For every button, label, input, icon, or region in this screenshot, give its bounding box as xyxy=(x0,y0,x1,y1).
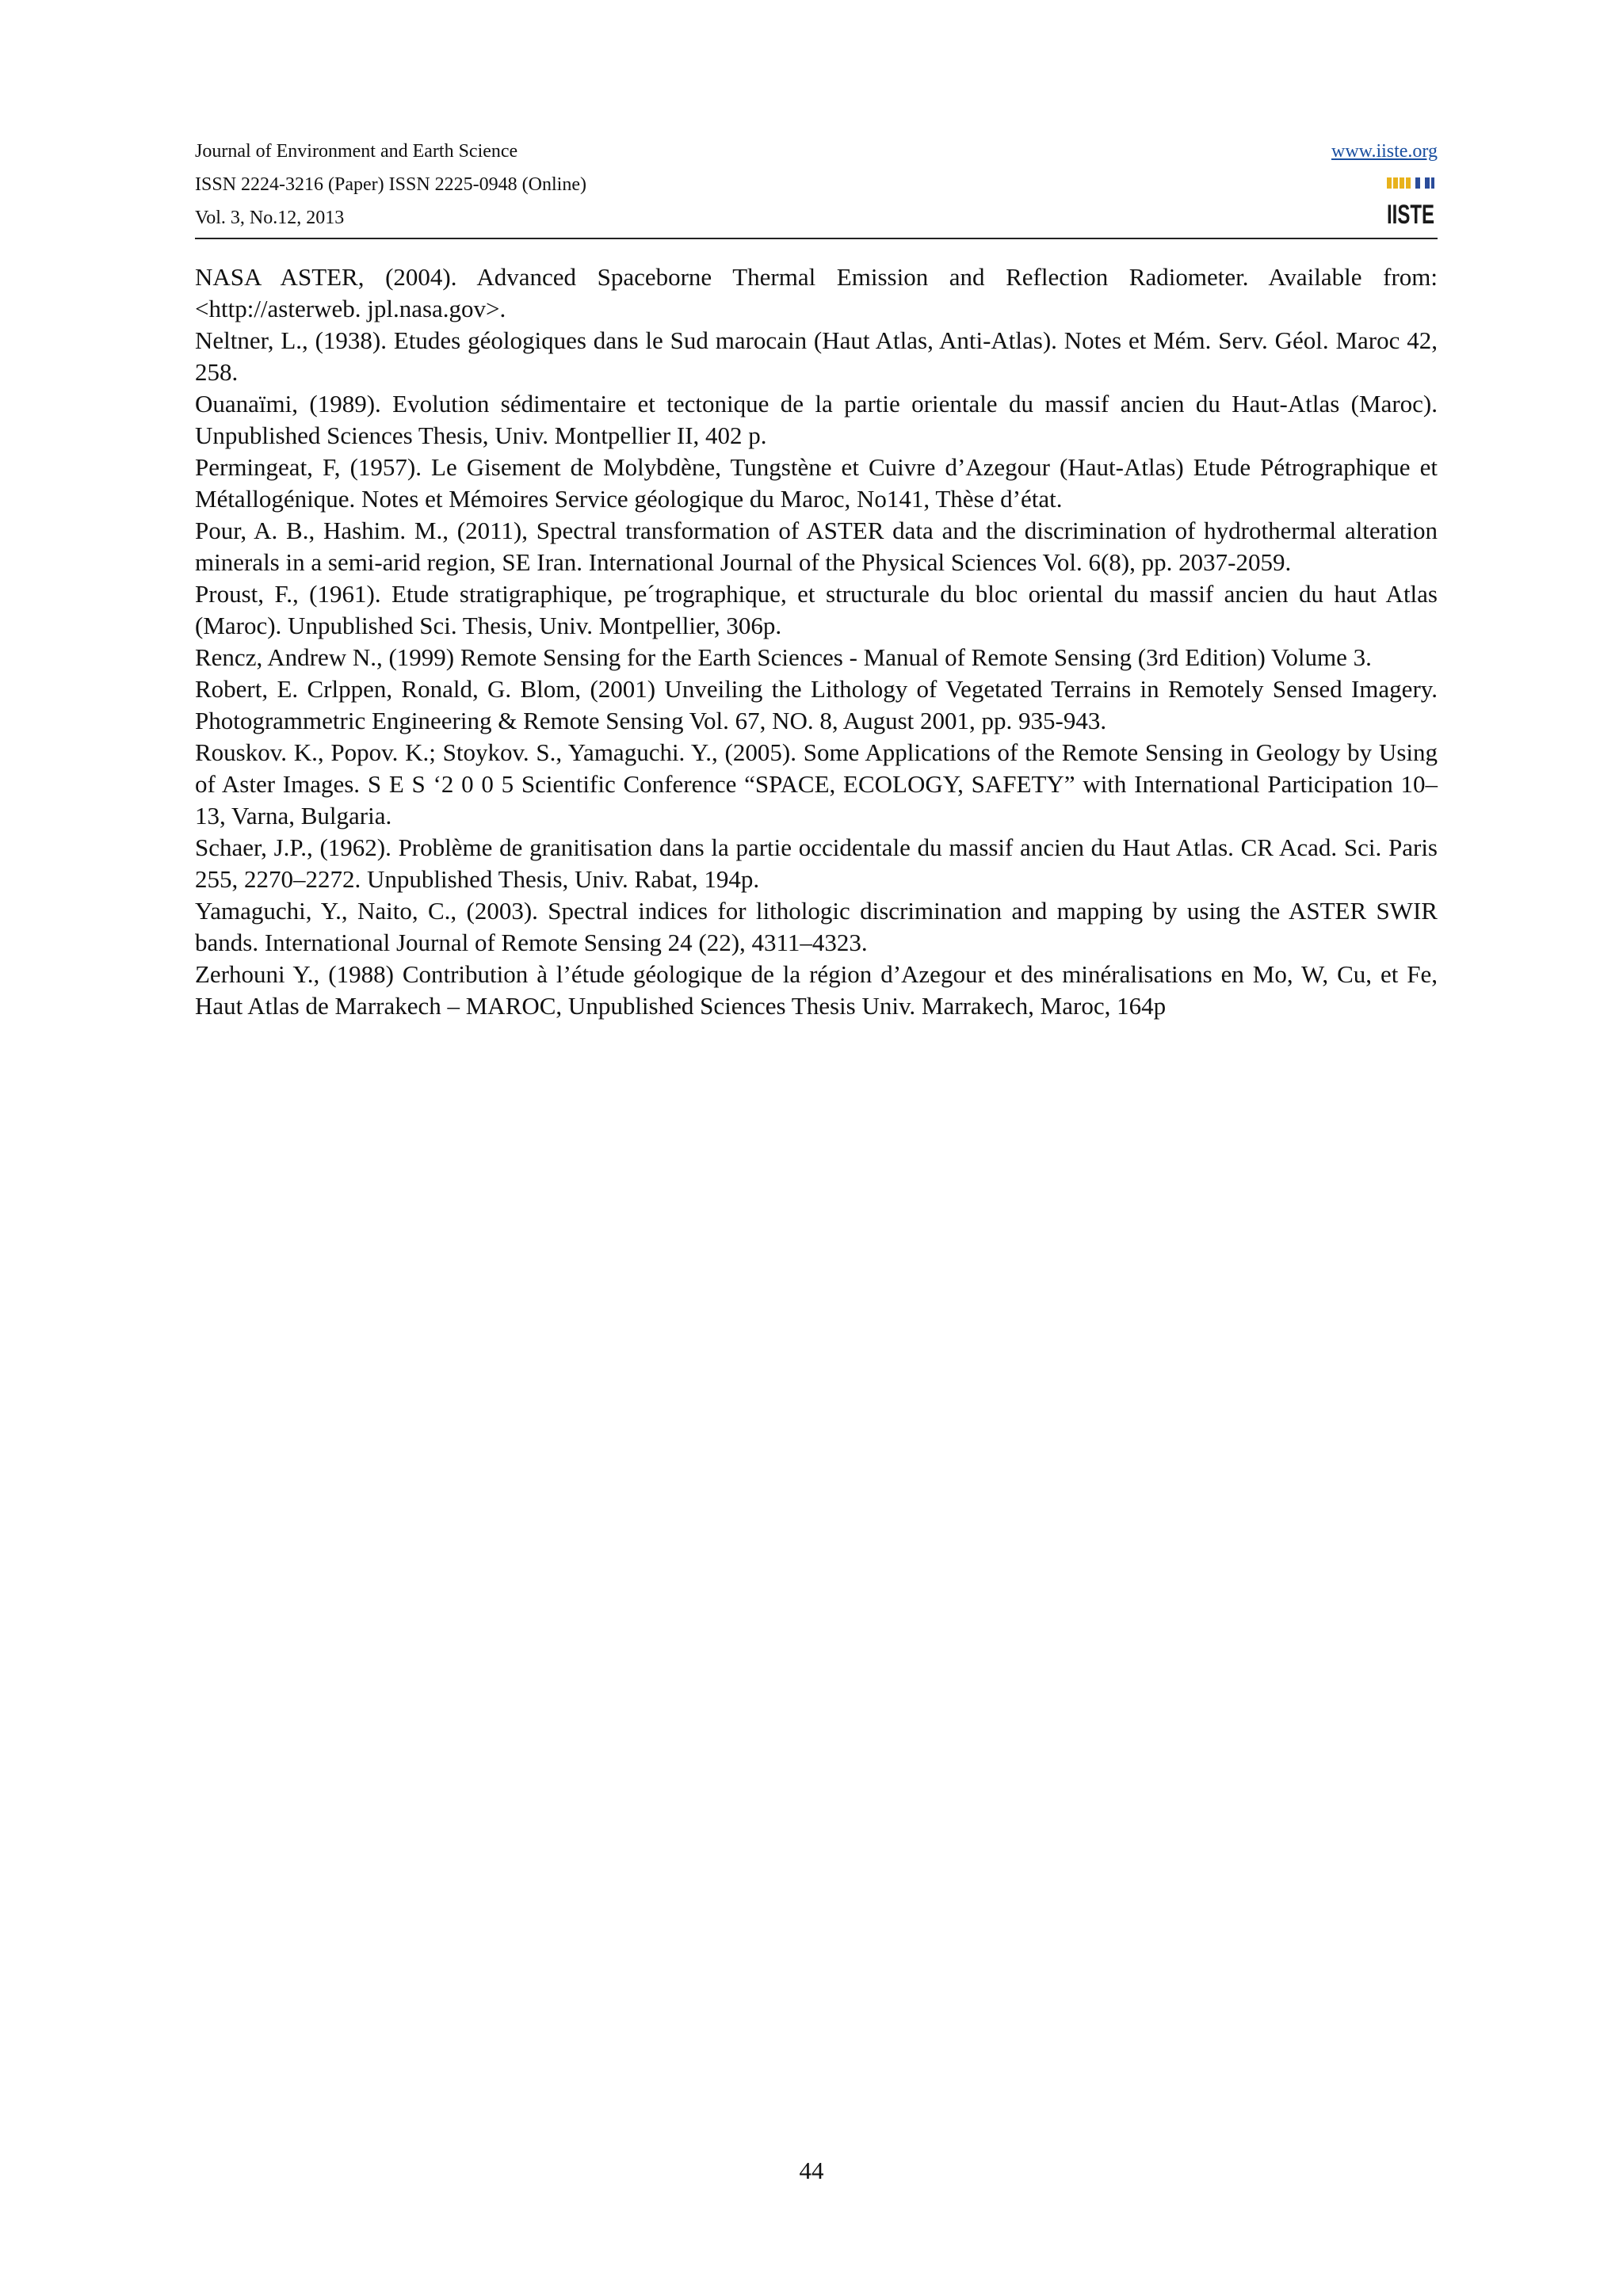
reference-entry: Permingeat, F, (1957). Le Gisement de Molybdène, Tungstène et Cuivre d’Azegour (Haut-Atlas) Etude Pétrographique et Métallogénique. Notes et Mémoires Service géologique du Maroc, No141, Thèse d’état. xyxy=(195,453,1438,513)
journal-name: Journal of Environment and Earth Science xyxy=(195,141,518,162)
reference-entry: Robert, E. Crlppen, Ronald, G. Blom, (2001) Unveiling the Lithology of Vegetated Terrains in Remotely Sensed Imagery. Photogrammetric Engineering & Remote Sensing Vol. 67, NO. 8, August 2001, pp. 935-943. xyxy=(195,675,1438,734)
reference-entry: Yamaguchi, Y., Naito, C., (2003). Spectral indices for lithologic discrimination and mapping by using the ASTER SWIR bands. International Journal of Remote Sensing 24 (22), 4311–4323. xyxy=(195,897,1438,956)
reference-list xyxy=(195,261,1438,1022)
page-number: 44 xyxy=(799,2157,824,2184)
journal-website-link[interactable]: www.iiste.org xyxy=(1331,141,1438,162)
reference-entry: Ouanaïmi, (1989). Evolution sédimentaire et tectonique de la partie orientale du massif ancien du Haut-Atlas (Maroc). Unpublished Sciences Thesis, Univ. Montpellier II, 402 p. xyxy=(195,390,1438,449)
reference-entry: NASA ASTER, (2004). Advanced Spaceborne Thermal Emission and Reflection Radiometer. Available from: <http://asterweb. jpl.nasa.gov>. xyxy=(195,263,1438,322)
reference-entry: Schaer, J.P., (1962). Problème de granitisation dans la partie occidentale du massif ancien du Haut Atlas. CR Acad. Sci. Paris 255, 2270–2272. Unpublished Thesis, Univ. Rabat, 194p. xyxy=(195,833,1438,893)
reference-entry: Proust, F., (1961). Etude stratigraphique, pe´trographique, et structurale du bloc oriental du massif ancien du haut Atlas (Maroc). Unpublished Sci. Thesis, Univ. Montpellier, 306p. xyxy=(195,580,1438,639)
reference-entry: Zerhouni Y., (1988) Contribution à l’étude géologique de la région d’Azegour et des minéralisations en Mo, W, Cu, et Fe, Haut Atlas de Marrakech – MAROC, Unpublished Sciences Thesis Univ. Marrakech, Maroc, 164p xyxy=(195,960,1438,1020)
running-header xyxy=(195,135,1438,239)
reference-entry: Neltner, L., (1938). Etudes géologiques dans le Sud marocain (Haut Atlas, Anti-Atlas). Notes et Mém. Serv. Géol. Maroc 42, 258. xyxy=(195,326,1438,386)
iiste-logo-icon xyxy=(1385,174,1436,231)
reference-entry: Rencz, Andrew N., (1999) Remote Sensing for the Earth Sciences - Manual of Remote Sensing (3rd Edition) Volume 3. xyxy=(195,643,1372,671)
reference-entry: Rouskov. K., Popov. K.; Stoykov. S., Yamaguchi. Y., (2005). Some Applications of the Remote Sensing in Geology by Using of Aster Images. S E S ‘2 0 0 5 Scientific Conference “SPACE, ECOLOGY, SAFETY” with International Participation 10–13, Varna, Bulgaria. xyxy=(195,738,1438,830)
volume-line: Vol. 3, No.12, 2013 xyxy=(195,208,345,228)
header-divider xyxy=(195,238,1438,239)
reference-entry: Pour, A. B., Hashim. M., (2011), Spectral transformation of ASTER data and the discrimination of hydrothermal alteration minerals in a semi-arid region, SE Iran. International Journal of the Physical Sciences Vol. 6(8), pp. 2037-2059. xyxy=(195,517,1438,576)
svg-text:IISTE: IISTE xyxy=(1387,200,1434,230)
issn-line: ISSN 2224-3216 (Paper) ISSN 2225-0948 (Online) xyxy=(195,174,586,195)
header-left-block xyxy=(195,135,586,235)
